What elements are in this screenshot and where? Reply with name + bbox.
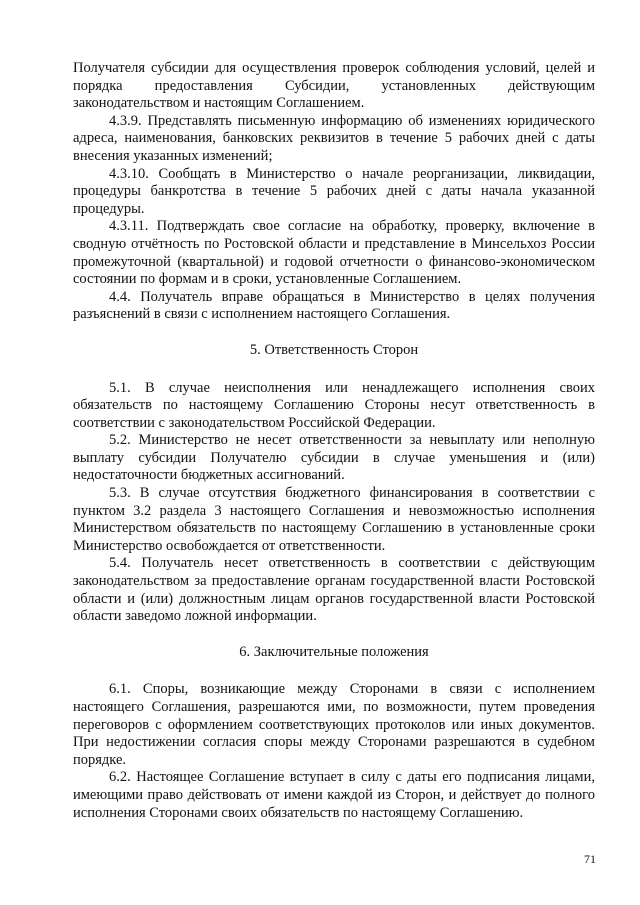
spacer — [73, 661, 595, 681]
spacer — [73, 324, 595, 342]
paragraph-6-1: 6.1. Споры, возникающие между Сторонами в связи с исполнением настоящего Соглашения, разрешаются ими, по возможности, путем проведения переговоров с оформлением соответствующих протоколов или иных документов. При недостижении согласия споры между Сторонами разрешаются в судебном порядке. — [73, 681, 599, 768]
document-page — [73, 60, 599, 822]
paragraph-6-2: 6.2. Настоящее Соглашение вступает в силу с даты его подписания лицами, имеющими право действовать от имени каждой из Сторон, и действует до полного исполнения Сторонами своих обязательств по настоящему Соглашению. — [73, 769, 599, 821]
paragraph-4-3-10: 4.3.10. Сообщать в Министерство о начале реорганизации, ликвидации, процедуры банкротства в течение 5 рабочих дней с даты начала указанной процедуры. — [73, 165, 599, 217]
paragraph-5-4: 5.4. Получатель несет ответственность в соответствии с действующим законодательством за предоставление органам государственной власти Ростовской области и (или) должностным лицам органов государственной власти Ростовской области заведомо ложной информации. — [73, 555, 599, 625]
paragraph-5-2: 5.2. Министерство не несет ответственности за невыплату или неполную выплату субсидии Получателю субсидии в случае уменьшения и (или) недостаточности бюджетных ассигнований. — [73, 432, 599, 484]
page-number: 71 — [584, 852, 596, 866]
paragraph-recipient-continuation: Получателя субсидии для осуществления проверок соблюдения условий, целей и порядка предоставления Субсидии, установленных действующим законодательством и настоящим Соглашением. — [73, 60, 599, 112]
paragraph-4-3-11: 4.3.11. Подтверждать свое согласие на обработку, проверку, включение в сводную отчётность по Ростовской области и представление в Минсельхоз России промежуточной (квартальной) и годовой отчетности о финансово-экономическом состоянии по формам и в сроки, установленные Соглашением. — [73, 218, 599, 288]
paragraph-4-3-9: 4.3.9. Представлять письменную информацию об изменениях юридического адреса, наименования, банковских реквизитов в течение 5 рабочих дней с даты внесения указанных изменений; — [73, 112, 599, 164]
paragraph-5-3: 5.3. В случае отсутствия бюджетного финансирования в соответствии с пунктом 3.2 раздела 3 настоящего Соглашения и невозможностью исполнения Министерством обязательств по настоящему Соглашению в установленные сроки Министерство освобождается от ответственности. — [73, 485, 599, 554]
section-6-title: 6. Заключительные положения — [239, 643, 429, 660]
paragraph-4-4: 4.4. Получатель вправе обращаться в Министерство в целях получения разъяснений в связи с исполнением настоящего Соглашения. — [73, 288, 599, 323]
paragraph-5-1: 5.1. В случае неисполнения или ненадлежащего исполнения своих обязательств по настоящему Соглашению Стороны несут ответственность в соответствии с законодательством Российской Федерации. — [73, 379, 599, 431]
section-5-title: 5. Ответственность Сторон — [249, 341, 419, 358]
spacer — [73, 360, 595, 380]
spacer — [73, 626, 595, 644]
